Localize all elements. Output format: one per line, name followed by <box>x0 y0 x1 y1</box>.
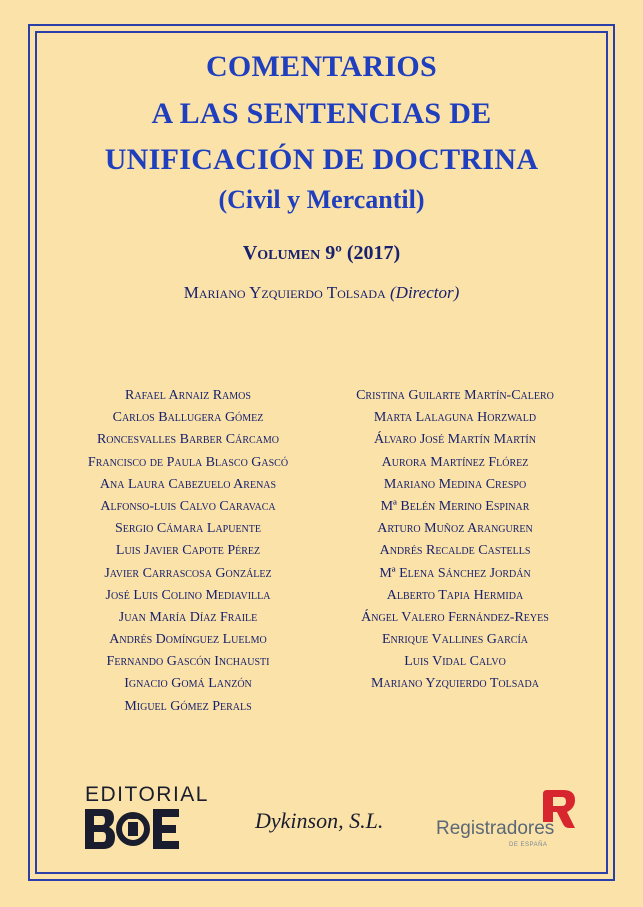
author-name: José Luis Colino Mediavilla <box>105 587 271 603</box>
author-name: Roncesvalles Barber Cárcamo <box>96 432 280 448</box>
title-line-1: COMENTARIOS <box>205 50 438 83</box>
authors-left-column <box>60 385 316 718</box>
dykinson-name: Dykinson, S.L. <box>255 808 384 833</box>
editorial-boe-logo <box>85 783 209 849</box>
author-name: Luis Javier Capote Pérez <box>115 543 261 559</box>
author-name: Arturo Muñoz Aranguren <box>377 521 533 537</box>
author-name: Mª Elena Sánchez Jordán <box>379 565 531 581</box>
registradores-name: Registradores <box>436 818 555 839</box>
author-name: Mariano Medina Crespo <box>383 476 527 492</box>
subtitle: (Civil y Mercantil) <box>218 185 425 214</box>
title-line-3: UNIFICACIÓN DE DOCTRINA <box>104 143 539 176</box>
author-name: Mariano Yzquierdo Tolsada <box>371 676 539 692</box>
author-name: Ana Laura Cabezuelo Arenas <box>99 476 277 492</box>
director-line <box>0 283 643 303</box>
author-name: Ignacio Gomá Lanzón <box>124 676 252 692</box>
authors-right-column <box>330 385 580 696</box>
author-name: Juan María Díaz Fraile <box>118 609 258 625</box>
author-name: Francisco de Paula Blasco Gascó <box>87 454 289 470</box>
director-role: (Director) <box>390 283 460 302</box>
registradores-logo <box>436 788 586 852</box>
author-name: Álvaro José Martín Martín <box>374 432 536 448</box>
author-name: Enrique Vallines García <box>381 632 529 648</box>
author-name: Aurora Martínez Flórez <box>381 454 529 470</box>
author-name: Alberto Tapia Hermida <box>386 587 524 603</box>
author-name: Luis Vidal Calvo <box>404 654 506 670</box>
boe-mark-icon <box>85 809 181 849</box>
title-line-2: A LAS SENTENCIAS DE <box>151 97 492 130</box>
author-name: Mª Belén Merino Espinar <box>380 498 530 514</box>
author-name: Alfonso-luis Calvo Caravaca <box>100 498 276 514</box>
author-name: Rafael Arnaiz Ramos <box>125 388 251 403</box>
author-name: Miguel Gómez Perals <box>124 698 252 714</box>
author-name: Ángel Valero Fernández-Reyes <box>361 609 549 625</box>
author-name: Carlos Ballugera Gómez <box>112 410 264 426</box>
editorial-label: EDITORIAL <box>85 783 209 806</box>
author-name: Marta Lalaguna Horzwald <box>373 410 537 426</box>
registradores-subtitle: DE ESPAÑA <box>509 842 548 848</box>
dykinson-logo <box>255 808 405 834</box>
volume-label: Volumen 9º (2017) <box>242 242 401 264</box>
author-name: Fernando Gascón Inchausti <box>106 654 270 670</box>
author-name: Sergio Cámara Lapuente <box>114 521 261 537</box>
author-name: Cristina Guilarte Martín-Calero <box>356 388 554 403</box>
author-name: Javier Carrascosa González <box>104 565 272 581</box>
author-name: Andrés Recalde Castells <box>379 543 531 559</box>
author-name: Andrés Domínguez Luelmo <box>109 632 267 648</box>
director-name: Mariano Yzquierdo Tolsada <box>183 283 386 302</box>
